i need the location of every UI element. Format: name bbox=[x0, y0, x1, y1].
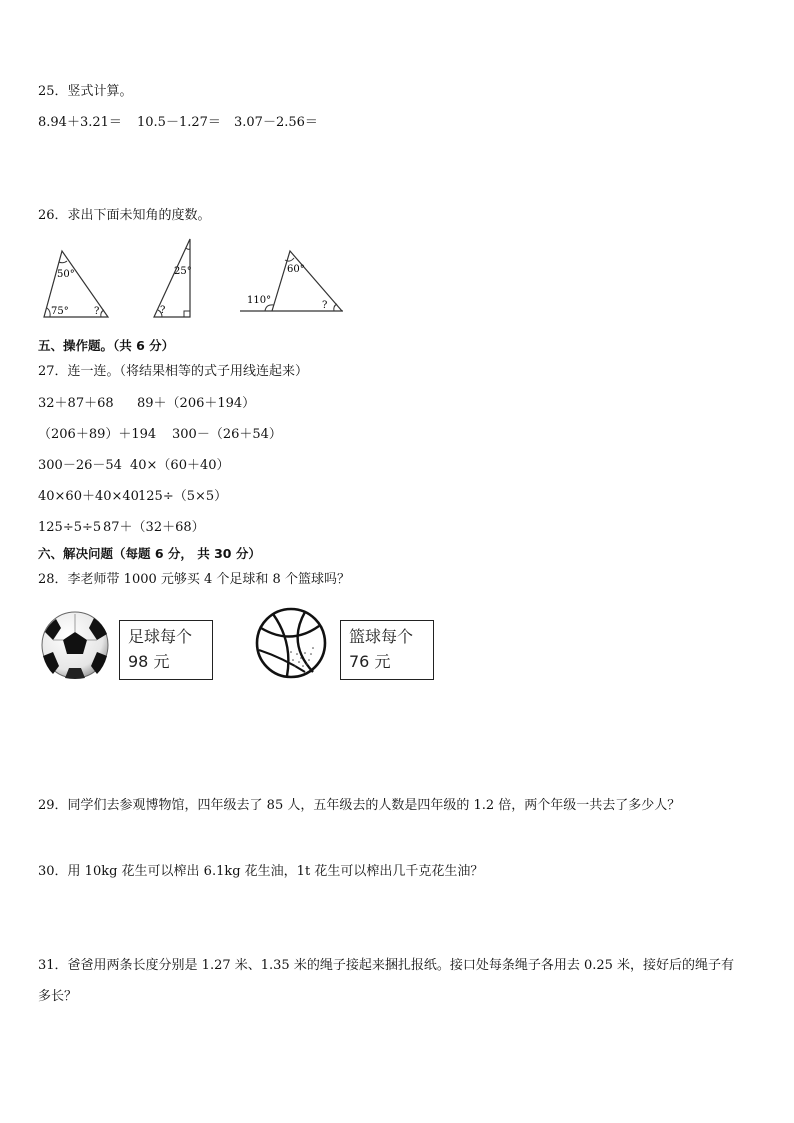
q27-right-4: 125÷（5×5） bbox=[138, 489, 228, 504]
triangle-figure-2 bbox=[150, 236, 200, 322]
tri3-top-angle: 60° bbox=[287, 264, 305, 275]
q27-left-3: 300－26－54 bbox=[38, 458, 122, 473]
q28-title: 28．李老师带 1000 元够买 4 个足球和 8 个篮球吗？ bbox=[38, 572, 350, 587]
q31-line1: 31．爸爸用两条长度分别是 1.27 米、1.35 米的绳子接起来捆扎报纸。接口处每条绳子各用去 0.25 米，接好后的绳子有 bbox=[38, 958, 735, 973]
soccer-price-line2: 98 元 bbox=[128, 652, 170, 671]
q27-left-1: 32＋87＋68 bbox=[38, 396, 114, 411]
tri2-unknown: ? bbox=[160, 305, 166, 316]
tri3-unknown: ? bbox=[322, 300, 328, 311]
q27-right-2: 300－（26＋54） bbox=[172, 427, 282, 442]
tri1-unknown: ? bbox=[94, 306, 100, 317]
tri2-top-angle: 25° bbox=[174, 266, 192, 277]
q27-title: 27．连一连。（将结果相等的式子用线连起来） bbox=[38, 364, 309, 379]
section-6-heading: 六、解决问题（每题 6 分， 共 30 分） bbox=[38, 546, 261, 561]
tri1-top-angle: 50° bbox=[57, 269, 75, 280]
tri1-left-angle: 75° bbox=[51, 306, 69, 317]
q25-item-3: 3.07－2.56＝ bbox=[234, 115, 318, 130]
basketball-price-box bbox=[340, 620, 434, 680]
section-5-heading: 五、操作题。（共 6 分） bbox=[38, 338, 175, 353]
q29-text: 29．同学们去参观博物馆，四年级去了 85 人，五年级去的人数是四年级的 1.2 倍，两个年级一共去了多少人？ bbox=[38, 798, 681, 813]
q25-item-1: 8.94＋3.21＝ bbox=[38, 115, 122, 130]
q31-line2: 多长？ bbox=[38, 989, 78, 1004]
q27-left-5: 125÷5÷5 bbox=[38, 520, 102, 535]
soccer-price-box bbox=[119, 620, 213, 680]
q27-right-3: 40×（60＋40） bbox=[130, 458, 230, 473]
soccer-ball-icon bbox=[39, 610, 111, 680]
q26-title: 26．求出下面未知角的度数。 bbox=[38, 208, 211, 223]
q27-left-2: （206＋89）＋194 bbox=[38, 427, 157, 442]
q27-right-1: 89＋（206＋194） bbox=[137, 396, 256, 411]
q27-left-4: 40×60＋40×40 bbox=[38, 489, 139, 504]
q27-right-5: 87＋（32＋68） bbox=[103, 520, 205, 535]
basketball-price-line2: 76 元 bbox=[349, 652, 391, 671]
q30-text: 30．用 10kg 花生可以榨出 6.1kg 花生油，1t 花生可以榨出几千克花生油？ bbox=[38, 864, 484, 879]
triangle-figure-3 bbox=[238, 246, 348, 316]
q25-title: 25．竖式计算。 bbox=[38, 84, 133, 99]
q25-item-2: 10.5－1.27＝ bbox=[137, 115, 221, 130]
tri3-exterior-angle: 110° bbox=[247, 295, 272, 306]
soccer-price-line1: 足球每个 bbox=[128, 627, 193, 646]
triangle-figure-1 bbox=[38, 244, 118, 324]
basketball-price-line1: 篮球每个 bbox=[349, 627, 414, 646]
basketball-icon bbox=[253, 606, 329, 680]
